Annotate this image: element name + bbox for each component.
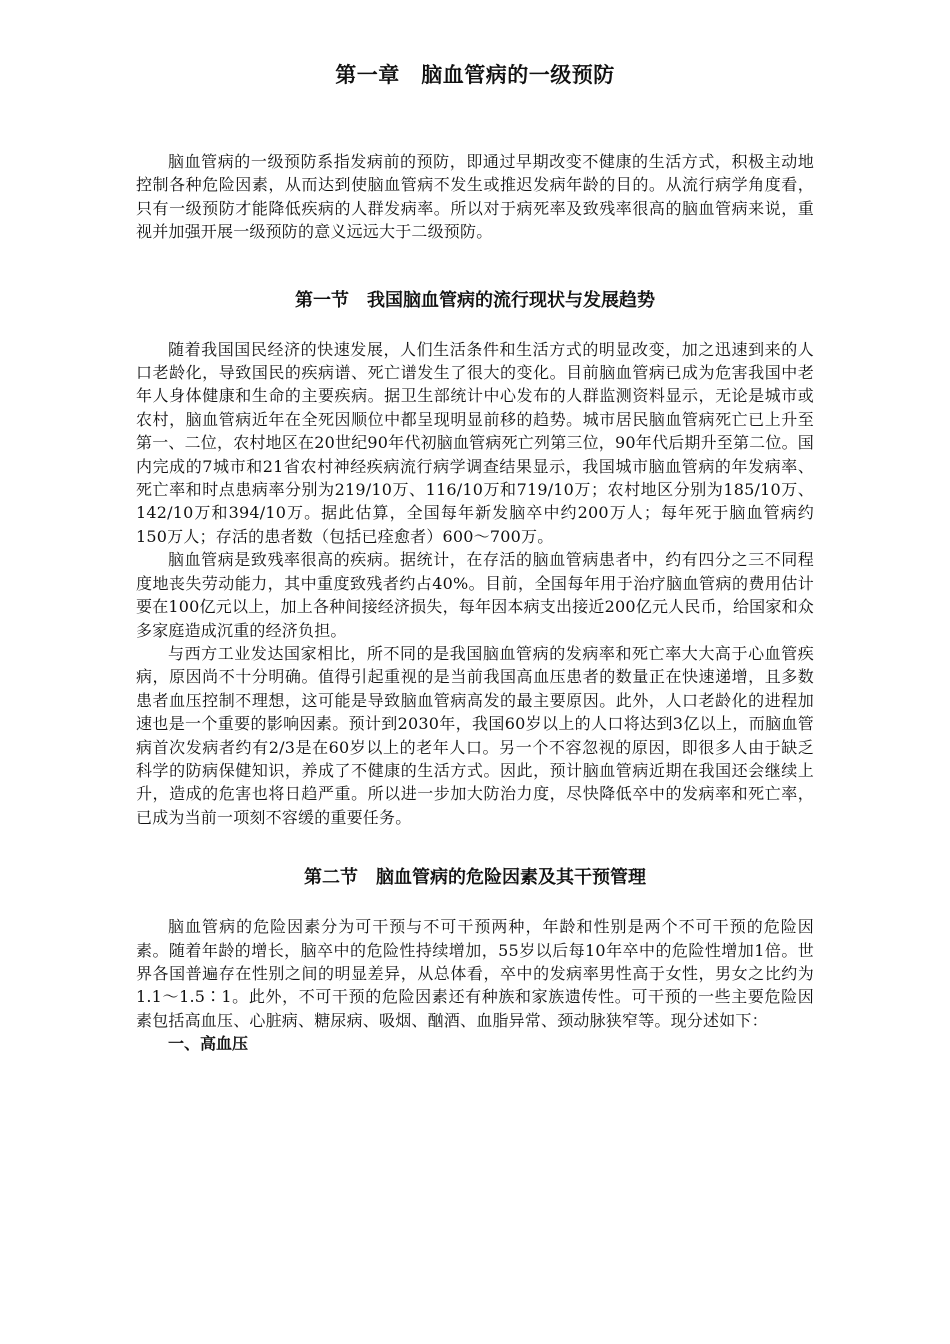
section-2-title: 第二节 脑血管病的危险因素及其干预管理: [304, 867, 646, 889]
subheading-hypertension: 一、高血压: [168, 1034, 249, 1054]
section-1-paragraph-1: 随着我国国民经济的快速发展，人们生活条件和生活方式的明显改变，加之迅速到来的人口老龄化，导致国民的疾病谱、死亡谱发生了很大的变化。目前脑血管病已成为危害我国中老年人身体健康和生命的主要疾病。据卫生部统计中心发布的人群监测资料显示，无论是城市或农村，脑血管病近年在全死因顺位中都呈现明显前移的趋势。城市居民脑血管病死亡已上升至第一、二位，农村地区在20世纪90年代初脑血管病死亡列第三位，90年代后期升至第二位。国内完成的7城市和21省农村神经疾病流行病学调查结果显示，我国城市脑血管病的年发病率、死亡率和时点患病率分别为219/10万、116/10万和719/10万；农村地区分别为185/10万、142/10万和394/10万。据此估算，全国每年新发脑卒中约200万人；每年死于脑血管病约150万人；存活的患者数（包括已痊愈者）600～700万。: [136, 339, 814, 546]
spacer: [136, 244, 814, 288]
chapter-title: 第一章 脑血管病的一级预防: [335, 63, 615, 87]
section-1-paragraph-2: 脑血管病是致残率很高的疾病。据统计，在存活的脑血管病患者中，约有四分之三不同程度地丧失劳动能力，其中重度致残者约占40%。目前，全国每年用于治疗脑血管病的费用估计要在100亿元以上，加上各种间接经济损失，每年因本病支出接近200亿元人民币，给国家和众多家庭造成沉重的经济负担。: [136, 550, 814, 640]
section-1-paragraph-3: 与西方工业发达国家相比，所不同的是我国脑血管病的发病率和死亡率大大高于心血管疾病，原因尚不十分明确。值得引起重视的是当前我国高血压患者的数量正在快速递增，且多数患者血压控制不理想，这可能是导致脑血管病高发的最主要原因。此外，人口老龄化的进程加速也是一个重要的影响因素。预计到2030年，我国60岁以上的人口将达到3亿以上，而脑血管病首次发病者约有2/3是在60岁以上的老年人口。另一个不容忽视的原因，即很多人由于缺乏科学的防病保健知识，养成了不健康的生活方式。因此，预计脑血管病近期在我国还会继续上升，造成的危害也将日趋严重。所以进一步加大防治力度，尽快降低卒中的发病率和死亡率，已成为当前一项刻不容缓的重要任务。: [136, 643, 814, 827]
section-1-title: 第一节 我国脑血管病的流行现状与发展趋势: [295, 289, 655, 311]
section-2-paragraph-1: 脑血管病的危险因素分为可干预与不可干预两种，年龄和性别是两个不可干预的危险因素。随着年龄的增长，脑卒中的危险性持续增加，55岁以后每10年卒中的危险性增加1倍。世界各国普遍存在性别之间的明显差异，从总体看，卒中的发病率男性高于女性，男女之比约为1.1～1.5∶1。此外，不可干预的危险因素还有种族和家族遗传性。可干预的一些主要危险因素包括高血压、心脏病、糖尿病、吸烟、酗酒、血脂异常、颈动脉狭窄等。现分述如下：: [136, 917, 814, 1030]
spacer: [136, 829, 814, 865]
document-page: [136, 60, 814, 1056]
chapter-intro-paragraph: 脑血管病的一级预防系指发病前的预防，即通过早期改变不健康的生活方式，积极主动地控制各种危险因素，从而达到使脑血管病不发生或推迟发病年龄的目的。从流行病学角度看，只有一级预防才能降低疾病的人群发病率。所以对于病死率及致残率很高的脑血管病来说，重视并加强开展一级预防的意义远远大于二级预防。: [136, 152, 814, 242]
